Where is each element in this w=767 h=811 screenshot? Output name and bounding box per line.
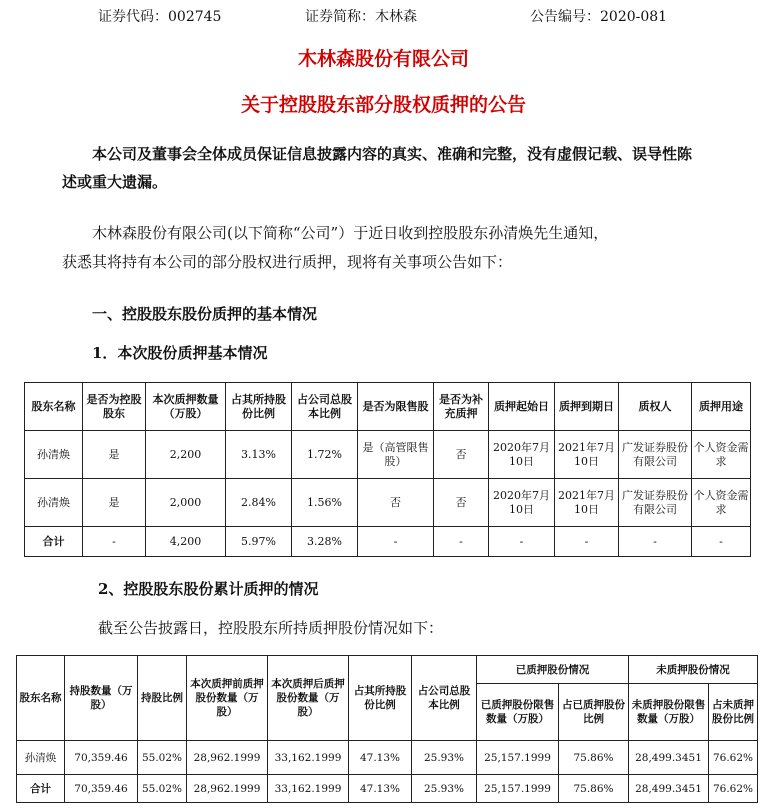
board-statement: 本公司及董事会全体成员保证信息披露内容的真实、准确和完整，没有虚假记载、误导性陈述或重大遗漏。 bbox=[62, 145, 693, 191]
table-cell: 76.62% bbox=[709, 741, 758, 775]
table-cell: 合计 bbox=[17, 775, 65, 803]
table-cell: 是 bbox=[83, 479, 146, 527]
table1-header: 占其所持股份比例 bbox=[226, 383, 292, 431]
table-cell: 55.02% bbox=[138, 741, 187, 775]
table-cell: - bbox=[619, 527, 692, 557]
table1-header: 质押用途 bbox=[692, 383, 751, 431]
table2-group-header: 已质押股份情况 bbox=[477, 656, 629, 684]
table-cell: 个人资金需求 bbox=[692, 479, 751, 527]
table-cell: 33,162.1999 bbox=[268, 775, 349, 803]
table1-header: 质押起始日 bbox=[489, 383, 555, 431]
table2-header: 占公司总股本比例 bbox=[412, 656, 477, 741]
table-cell: 否 bbox=[434, 479, 489, 527]
table-cell: 合计 bbox=[25, 527, 83, 557]
table-cell: - bbox=[489, 527, 555, 557]
table-row bbox=[17, 741, 758, 775]
table2-header: 已质押股份限售数量（万股） bbox=[477, 684, 559, 741]
table-cell: 25.93% bbox=[412, 741, 477, 775]
table-cell: 25,157.1999 bbox=[477, 775, 559, 803]
table-cell: 5.97% bbox=[226, 527, 292, 557]
table2-header: 占其所持股份比例 bbox=[349, 656, 412, 741]
table-cell: 2.84% bbox=[226, 479, 292, 527]
table-cell: - bbox=[83, 527, 146, 557]
table1-header: 是否为补充质押 bbox=[434, 383, 489, 431]
table2-header: 持股数量（万股） bbox=[65, 656, 138, 741]
table2-header: 占未质押股份比例 bbox=[709, 684, 758, 741]
table-total-row bbox=[25, 527, 751, 557]
table-cell: 76.62% bbox=[709, 775, 758, 803]
table-cell: - bbox=[692, 527, 751, 557]
table1-header: 质权人 bbox=[619, 383, 692, 431]
table-cell: 2020年7月10日 bbox=[489, 431, 555, 479]
table1-header: 质押到期日 bbox=[555, 383, 619, 431]
cumulative-intro: 截至公告披露日，控股股东所持质押股份情况如下： bbox=[98, 619, 444, 637]
table-cell: 33,162.1999 bbox=[268, 741, 349, 775]
table1-header: 占公司总股本比例 bbox=[292, 383, 358, 431]
table1-header: 股东名称 bbox=[25, 383, 83, 431]
table1-header: 是否为限售股 bbox=[358, 383, 434, 431]
table-cell: 2,000 bbox=[146, 479, 226, 527]
table-cell: 1.56% bbox=[292, 479, 358, 527]
table-cell: 3.28% bbox=[292, 527, 358, 557]
table-cell: 28,962.1999 bbox=[187, 741, 268, 775]
table-cell: 28,499.3451 bbox=[629, 741, 709, 775]
table-cell: 1.72% bbox=[292, 431, 358, 479]
table-cell: - bbox=[555, 527, 619, 557]
table-cell: 70,359.46 bbox=[65, 741, 138, 775]
table2-header: 本次质押后质押股份数量（万股） bbox=[268, 656, 349, 741]
table-cell: 25,157.1999 bbox=[477, 741, 559, 775]
table-cell: 是 bbox=[83, 431, 146, 479]
stock-name: 证券简称：木林森 bbox=[305, 9, 417, 25]
table-cell: 2021年7月10日 bbox=[555, 479, 619, 527]
table2-group-header: 未质押股份情况 bbox=[629, 656, 758, 684]
table-cell: 4,200 bbox=[146, 527, 226, 557]
table2-header: 股东名称 bbox=[17, 656, 65, 741]
announcement-number: 公告编号：2020-081 bbox=[530, 9, 668, 25]
stock-code: 证券代码：002745 bbox=[98, 9, 222, 25]
table-cell: 2,200 bbox=[146, 431, 226, 479]
subsection-2-heading: 2、控股股东股份累计质押的情况 bbox=[98, 580, 319, 598]
table-cell: - bbox=[358, 527, 434, 557]
section-1-heading: 一、控股股东股份质押的基本情况 bbox=[92, 305, 318, 323]
announcement-title: 关于控股股东部分股权质押的公告 bbox=[240, 94, 526, 116]
table-cell: 否 bbox=[434, 431, 489, 479]
table-total-row bbox=[17, 775, 758, 803]
table2-header-row-1 bbox=[17, 656, 758, 684]
subsection-1-heading: 1．本次股份质押基本情况 bbox=[92, 344, 268, 362]
table-cell: 广发证券股份有限公司 bbox=[619, 431, 692, 479]
table-cell: 2020年7月10日 bbox=[489, 479, 555, 527]
table-cell: 是（高管限售股） bbox=[358, 431, 434, 479]
table-cell: 55.02% bbox=[138, 775, 187, 803]
table-cell: 25.93% bbox=[412, 775, 477, 803]
company-title: 木林森股份有限公司 bbox=[297, 48, 469, 70]
table-cell: - bbox=[434, 527, 489, 557]
table-row bbox=[25, 431, 751, 479]
table-cell: 孙清焕 bbox=[17, 741, 65, 775]
table-cell: 28,499.3451 bbox=[629, 775, 709, 803]
pledge-detail-table bbox=[24, 382, 751, 557]
intro-line-2: 获悉其将持有本公司的部分股权进行质押，现将有关事项公告如下： bbox=[62, 253, 513, 271]
table-cell: 否 bbox=[358, 479, 434, 527]
table-cell: 75.86% bbox=[559, 775, 629, 803]
table-cell: 75.86% bbox=[559, 741, 629, 775]
table-cell: 2021年7月10日 bbox=[555, 431, 619, 479]
table1-header-row bbox=[25, 383, 751, 431]
table-row bbox=[25, 479, 751, 527]
cumulative-pledge-table bbox=[16, 655, 758, 803]
table2-header: 持股比例 bbox=[138, 656, 187, 741]
table-cell: 3.13% bbox=[226, 431, 292, 479]
table-cell: 个人资金需求 bbox=[692, 431, 751, 479]
table-cell: 孙清焕 bbox=[25, 431, 83, 479]
table-cell: 孙清焕 bbox=[25, 479, 83, 527]
intro-line-1: 木林森股份有限公司(以下简称“公司”）于近日收到控股股东孙清焕先生通知， bbox=[92, 224, 609, 242]
table-cell: 70,359.46 bbox=[65, 775, 138, 803]
table-cell: 28,962.1999 bbox=[187, 775, 268, 803]
table-cell: 47.13% bbox=[349, 775, 412, 803]
table1-header: 是否为控股股东 bbox=[83, 383, 146, 431]
table-cell: 47.13% bbox=[349, 741, 412, 775]
table2-header: 本次质押前质押股份数量（万股） bbox=[187, 656, 268, 741]
table-cell: 广发证券股份有限公司 bbox=[619, 479, 692, 527]
table2-header: 未质押股份限售数量（万股） bbox=[629, 684, 709, 741]
table1-header: 本次质押数量（万股） bbox=[146, 383, 226, 431]
table2-header: 占已质押股份比例 bbox=[559, 684, 629, 741]
